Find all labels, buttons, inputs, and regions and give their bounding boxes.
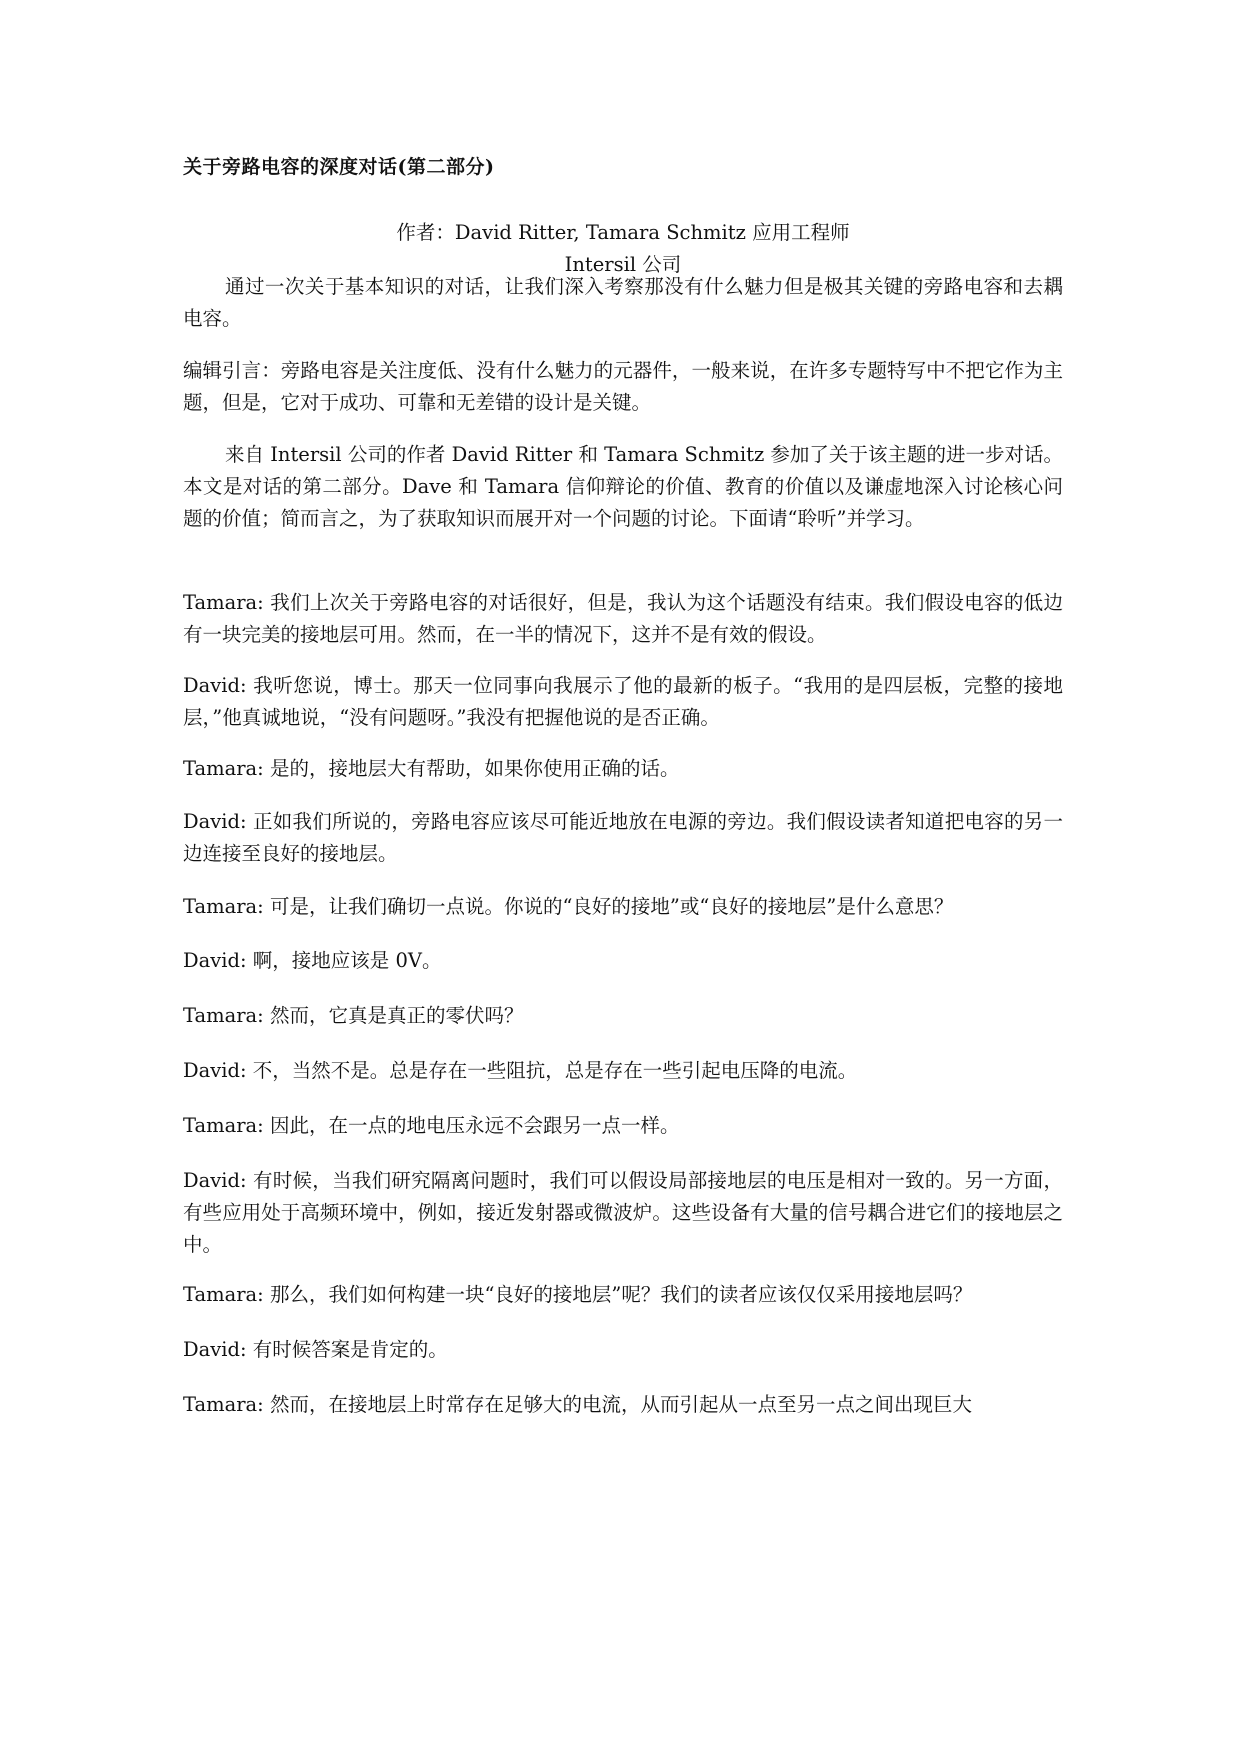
dialogue-line: David: 有时候答案是肯定的。: [183, 1338, 448, 1361]
dialogue-line: David: 我听您说，博士。那天一位同事向我展示了他的最新的板子。“我用的是四层板，完整的接地层，”他真诚地说，“没有问题呀。”我没有把握他说的是否正确。: [183, 674, 1063, 729]
document-title: 关于旁路电容的深度对话(第二部分): [183, 156, 495, 178]
byline-authors: 作者：David Ritter, Tamara Schmitz 应用工程师: [396, 221, 850, 244]
paragraph-editor-note: 编辑引言：旁路电容是关注度低、没有什么魅力的元器件，一般来说，在许多专题特写中不把它作为主题，但是，它对于成功、可靠和无差错的设计是关键。: [183, 359, 1063, 414]
dialogue-line: Tamara: 然而，它真是真正的零伏吗？: [183, 1004, 524, 1027]
dialogue-line: Tamara: 那么，我们如何构建一块“良好的接地层”呢？我们的读者应该仅仅采用接地层吗？: [183, 1283, 973, 1306]
dialogue-line: David: 正如我们所说的，旁路电容应该尽可能近地放在电源的旁边。我们假设读者知道把电容的另一边连接至良好的接地层。: [183, 810, 1063, 865]
paragraph-authors-intro: 来自 Intersil 公司的作者 David Ritter 和 Tamara Schmitz 参加了关于该主题的进一步对话。本文是对话的第二部分。Dave 和 Tamara 信仰辩论的价值、教育的价值以及谦虚地深入讨论核心问题的价值；简而言之，为了获取知识而展开对一个问题的讨论。下面请“聆听”并学习。: [183, 443, 1063, 530]
byline-company: Intersil 公司: [564, 253, 682, 276]
dialogue-line: David: 有时候，当我们研究隔离问题时，我们可以假设局部接地层的电压是相对一致的。另一方面，有些应用处于高频环境中，例如，接近发射器或微波炉。这些设备有大量的信号耦合进它们的接地层之中。: [183, 1169, 1063, 1256]
dialogue-line: David: 不，当然不是。总是存在一些阻抗，总是存在一些引起电压降的电流。: [183, 1059, 858, 1082]
dialogue-line: Tamara: 可是，让我们确切一点说。你说的“良好的接地”或“良好的接地层”是什么意思？: [183, 895, 954, 918]
dialogue-line: Tamara: 因此，在一点的地电压永远不会跟另一点一样。: [183, 1114, 680, 1137]
dialogue-line: Tamara: 我们上次关于旁路电容的对话很好，但是，我认为这个话题没有结束。我们假设电容的低边有一块完美的接地层可用。然而，在一半的情况下，这并不是有效的假设。: [183, 591, 1063, 646]
dialogue-line: Tamara: 然而，在接地层上时常存在足够大的电流，从而引起从一点至另一点之间出现巨大: [183, 1393, 972, 1416]
dialogue-line: David: 啊，接地应该是 0V。: [183, 949, 442, 972]
paragraph-intro: 通过一次关于基本知识的对话，让我们深入考察那没有什么魅力但是极其关键的旁路电容和去耦电容。: [183, 275, 1063, 330]
dialogue-line: Tamara: 是的，接地层大有帮助，如果你使用正确的话。: [183, 757, 680, 780]
